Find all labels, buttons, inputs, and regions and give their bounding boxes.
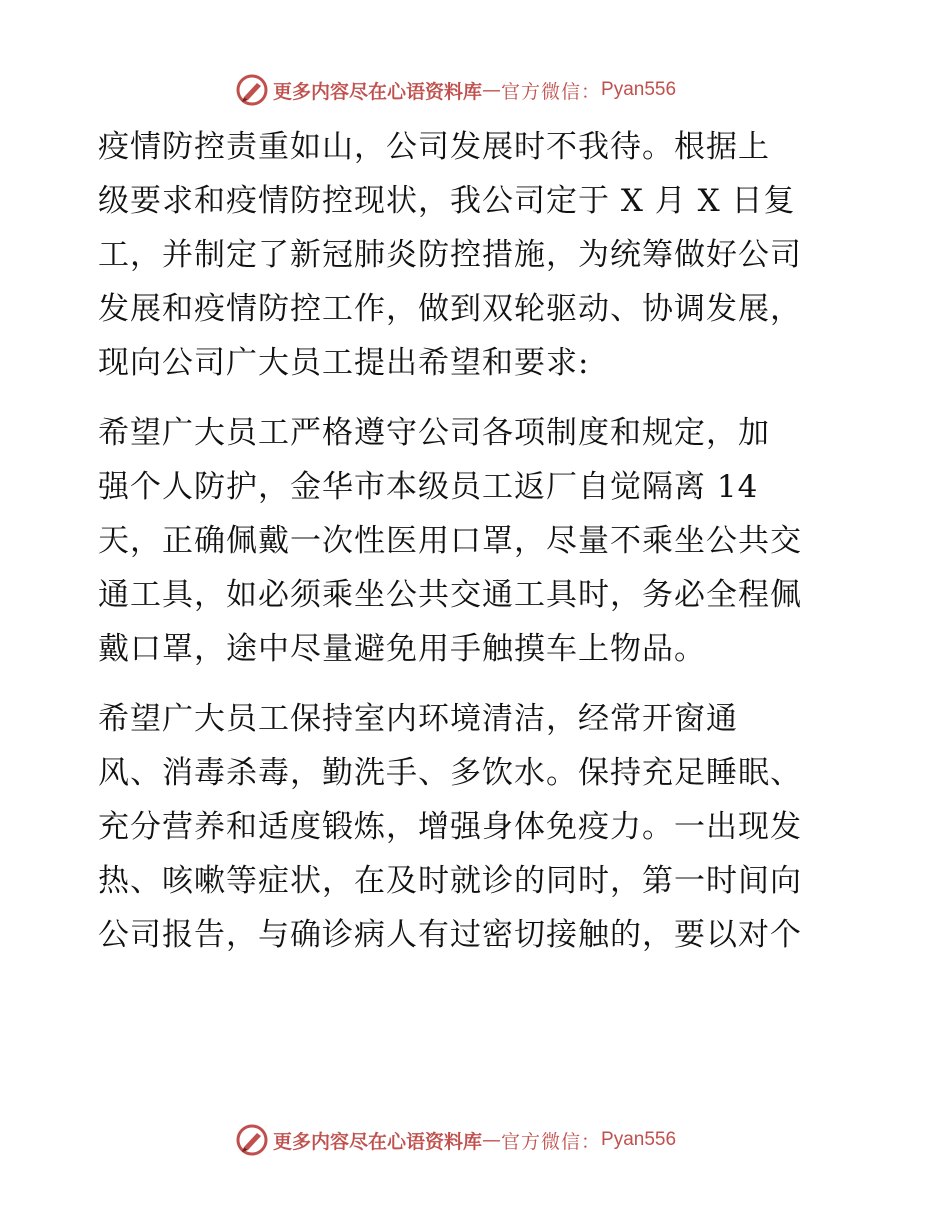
banner-title: 更多内容尽在心语资料库: [273, 1130, 483, 1153]
text-line: 发展和疫情防控工作，做到双轮驱动、协调发展，: [98, 291, 802, 327]
pen-logo-icon: [235, 1123, 269, 1157]
text-line: 公司报告，与确诊病人有过密切接触的，要以对个: [98, 917, 802, 953]
banner-wechat-id: Pyan556: [601, 79, 677, 100]
header-banner: [235, 72, 676, 108]
footer-banner: [235, 1122, 676, 1158]
pen-logo-icon: [235, 73, 269, 107]
text-line: 天，正确佩戴一次性医用口罩，尽量不乘坐公共交: [98, 523, 802, 559]
paragraph-1: [98, 120, 858, 390]
text-line: 希望广大员工保持室内环境清洁，经常开窗通: [98, 701, 738, 737]
banner-wechat-label: 官方微信：: [501, 80, 602, 103]
text-line: 戴口罩，途中尽量避免用手触摸车上物品。: [98, 631, 706, 667]
text-line: 希望广大员工严格遵守公司各项制度和规定，加: [98, 415, 770, 451]
text-line: 热、咳嗽等症状，在及时就诊的同时，第一时间向: [98, 863, 802, 899]
text-line: 疫情防控责重如山，公司发展时不我待。根据上: [98, 129, 770, 165]
paragraph-2: [98, 406, 858, 676]
text-line: 级要求和疫情防控现状，我公司定于 X 月 X 日复: [98, 183, 796, 219]
banner-wechat-label: 官方微信：: [501, 1130, 602, 1153]
paragraph-3: [98, 692, 858, 962]
text-line: 风、消毒杀毒，勤洗手、多饮水。保持充足睡眠、: [98, 755, 802, 791]
banner-title: 更多内容尽在心语资料库: [273, 80, 483, 103]
banner-dash: —: [482, 1129, 502, 1151]
text-line: 强个人防护，金华市本级员工返厂自觉隔离 14: [98, 469, 759, 505]
banner-dash: —: [482, 79, 502, 101]
banner-wechat-id: Pyan556: [601, 1129, 677, 1150]
text-line: 充分营养和适度锻炼，增强身体免疫力。一出现发: [98, 809, 802, 845]
document-body: [98, 120, 858, 978]
text-line: 通工具，如必须乘坐公共交通工具时，务必全程佩: [98, 577, 802, 613]
text-line: 现向公司广大员工提出希望和要求:: [98, 345, 590, 381]
text-line: 工，并制定了新冠肺炎防控措施，为统筹做好公司: [98, 237, 802, 273]
